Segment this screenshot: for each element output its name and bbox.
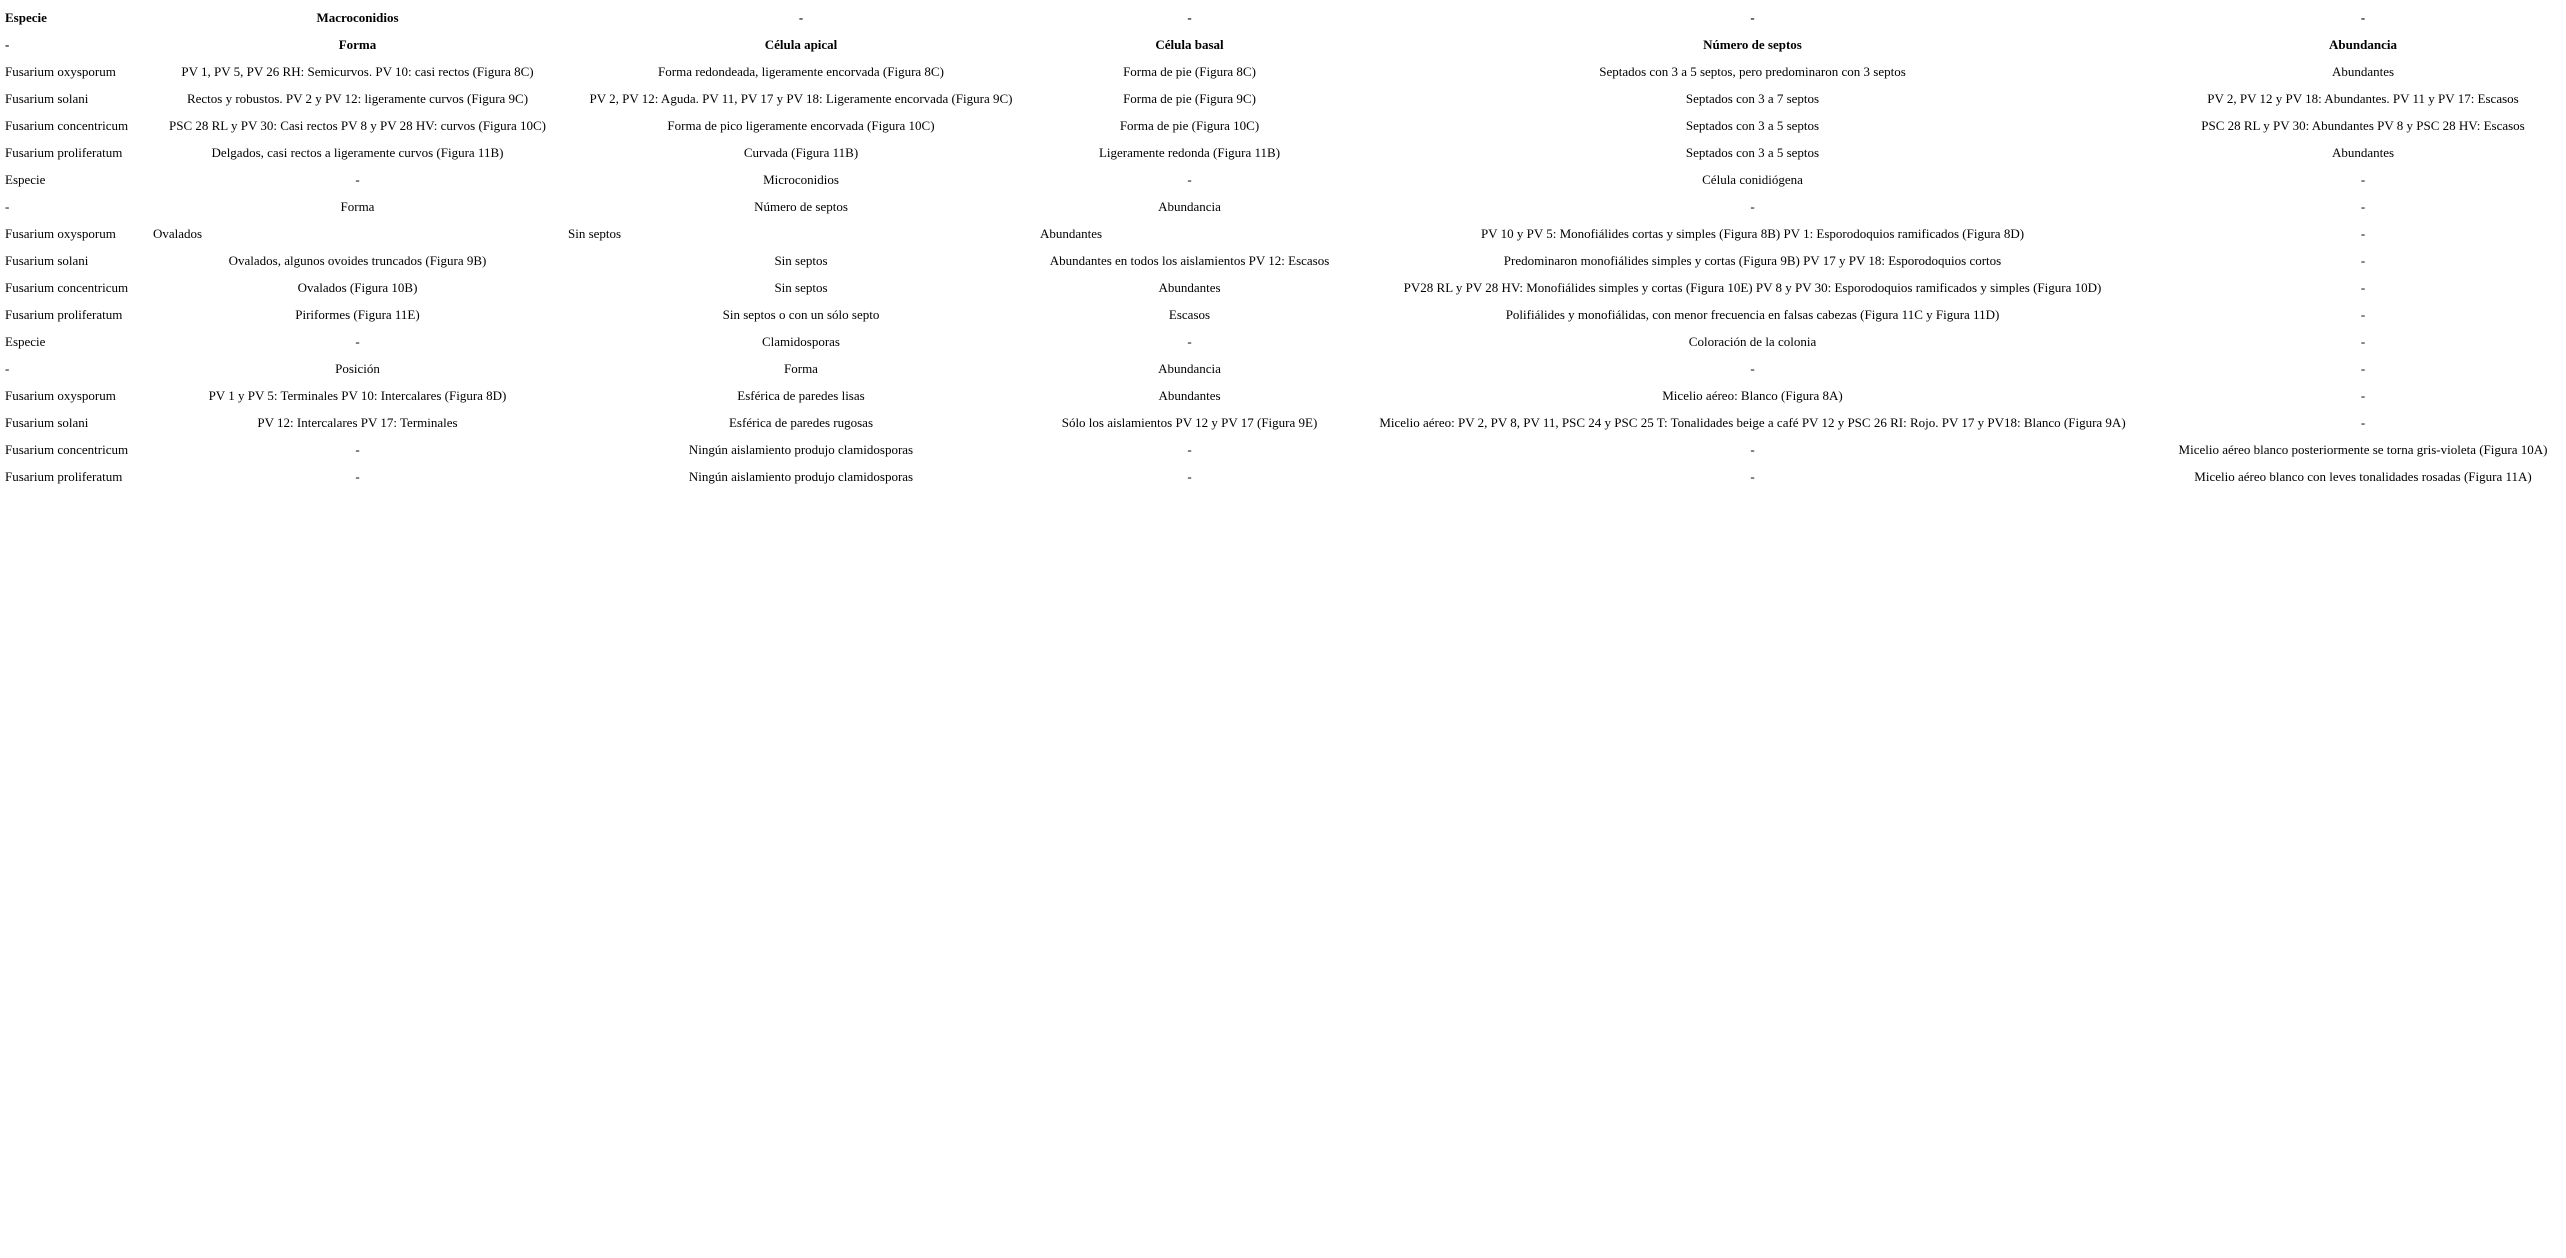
table-cell: - [2360, 198, 2366, 214]
species-cell: Fusarium proliferatum [5, 468, 123, 484]
table-row [2, 301, 2563, 328]
table-cell: Forma de pie (Figura 10C) [1119, 117, 1260, 133]
table-cell: PV 2, PV 12: Aguda. PV 11, PV 17 y PV 18: Ligeramente encorvada (Figura 9C) [589, 90, 1013, 106]
table-cell: - [355, 441, 360, 457]
table-cell: Abundantes [2331, 144, 2395, 160]
table-cell: Sin septos [774, 252, 828, 268]
table-cell: Abundancia [2329, 36, 2397, 52]
table-cell: - [2360, 279, 2366, 295]
table-cell: Micelio aéreo: PV 2, PV 8, PV 11, PSC 24 y PSC 25 T: Tonalidades beige a café PV 12 y PSC 26 RI: Rojo. PV 17 y PV18: Blanco (Figura 9A) [1379, 414, 2126, 430]
table-row [2, 85, 2563, 112]
species-cell: Fusarium concentricum [5, 279, 129, 295]
table-row [2, 355, 2563, 382]
table-cell: - [1187, 333, 1192, 349]
species-cell: Fusarium concentricum [5, 441, 129, 457]
table-cell: Sólo los aislamientos PV 12 y PV 17 (Figura 9E) [1061, 414, 1318, 430]
table-cell: Célula apical [764, 36, 838, 52]
table-row [2, 436, 2563, 463]
table-cell: Posición [335, 360, 380, 376]
table-cell: Abundantes [1158, 279, 1221, 295]
table-cell: Ligeramente redonda (Figura 11B) [1098, 144, 1281, 160]
table-cell: - [1750, 360, 1755, 376]
species-cell: Fusarium concentricum [5, 117, 129, 133]
table-cell: Septados con 3 a 7 septos [1685, 90, 1820, 106]
table-cell: Abundancia [1158, 360, 1221, 376]
species-cell: Especie [5, 9, 47, 25]
table-cell: - [798, 9, 804, 25]
table-cell: - [2360, 171, 2366, 187]
table-cell: Ovalados, algunos ovoides truncados (Figura 9B) [228, 252, 487, 268]
table-row [2, 31, 2563, 58]
table-cell: Forma redondeada, ligeramente encorvada (Figura 8C) [658, 63, 944, 79]
table-cell: - [1750, 9, 1755, 25]
table-cell: Forma de pie (Figura 8C) [1123, 63, 1256, 79]
table-cell: - [2360, 225, 2366, 241]
table-cell: Piriformes (Figura 11E) [295, 306, 420, 322]
table-row [2, 247, 2563, 274]
table-cell: - [1187, 468, 1192, 484]
table-cell: - [355, 171, 360, 187]
table-cell: Micelio aéreo blanco con leves tonalidades rosadas (Figura 11A) [2194, 468, 2532, 484]
table-cell: Microconidios [763, 171, 839, 187]
table-cell: Escasos [1168, 306, 1211, 322]
table-row [2, 463, 2563, 490]
table-cell: Septados con 3 a 5 septos, pero predominaron con 3 septos [1599, 63, 1906, 79]
table-cell: Célula basal [1155, 36, 1224, 52]
table-cell: Forma [784, 360, 818, 376]
species-cell: Fusarium oxysporum [5, 387, 116, 403]
table-cell: Delgados, casi rectos a ligeramente curvos (Figura 11B) [211, 144, 504, 160]
table-row [2, 4, 2563, 31]
table-cell: PV 1, PV 5, PV 26 RH: Semicurvos. PV 10: casi rectos (Figura 8C) [181, 63, 534, 79]
table-row [2, 220, 2563, 247]
table-row [2, 409, 2563, 436]
table-row [2, 166, 2563, 193]
table-row [2, 58, 2563, 85]
table-cell: Ovalados [153, 225, 203, 241]
table-cell: - [2360, 360, 2366, 376]
species-cell: - [5, 198, 10, 214]
table-cell: - [1187, 9, 1192, 25]
table-cell: PV28 RL y PV 28 HV: Monofiálides simples y cortas (Figura 10E) PV 8 y PV 30: Esporodoquios ramificados y simples (Figura 10D) [1403, 279, 2102, 295]
table-cell: Macroconidios [316, 9, 399, 25]
species-cell: Fusarium solani [5, 90, 89, 106]
species-cell: - [5, 36, 10, 52]
table-cell: - [2360, 252, 2366, 268]
table-cell: PV 10 y PV 5: Monofiálides cortas y simples (Figura 8B) PV 1: Esporodoquios ramificados (Figura 8D) [1480, 225, 2025, 241]
table-cell: Micelio aéreo: Blanco (Figura 8A) [1662, 387, 1843, 403]
table-cell: Predominaron monofiálides simples y cortas (Figura 9B) PV 17 y PV 18: Esporodoquios cortos [1503, 252, 2002, 268]
table-cell: - [2360, 9, 2366, 25]
table-cell: Ovalados (Figura 10B) [297, 279, 418, 295]
fusarium-characteristics-table [2, 4, 2563, 490]
table-cell: Forma de pico ligeramente encorvada (Figura 10C) [667, 117, 935, 133]
table-cell: Abundantes [2331, 63, 2395, 79]
table-cell: - [2360, 414, 2366, 430]
table-cell: Septados con 3 a 5 septos [1685, 144, 1820, 160]
table-cell: - [2360, 306, 2366, 322]
table-row [2, 274, 2563, 301]
table-cell: Ningún aislamiento produjo clamidosporas [688, 441, 914, 457]
table-cell: PSC 28 RL y PV 30: Casi rectos PV 8 y PV 28 HV: curvos (Figura 10C) [168, 117, 547, 133]
table-cell: PV 1 y PV 5: Terminales PV 10: Intercalares (Figura 8D) [208, 387, 507, 403]
table-cell: Forma [340, 198, 375, 214]
table-cell: - [1187, 171, 1192, 187]
table-cell: - [1750, 468, 1755, 484]
table-body [2, 4, 2563, 490]
table-cell: PV 12: Intercalares PV 17: Terminales [257, 414, 458, 430]
table-cell: Abundancia [1158, 198, 1221, 214]
table-cell: Sin septos [568, 225, 622, 241]
table-cell: - [1187, 441, 1192, 457]
table-cell: Esférica de paredes rugosas [728, 414, 873, 430]
table-cell: Abundantes en todos los aislamientos PV 12: Escasos [1049, 252, 1330, 268]
table-cell: - [1750, 198, 1755, 214]
table-cell: Sin septos o con un sólo septo [722, 306, 880, 322]
table-cell: Septados con 3 a 5 septos [1685, 117, 1820, 133]
table-cell: Abundantes [1158, 387, 1221, 403]
table-cell: Célula conidiógena [1702, 171, 1803, 187]
table-cell: Micelio aéreo blanco posteriormente se torna gris-violeta (Figura 10A) [2178, 441, 2548, 457]
table-cell: - [2360, 333, 2366, 349]
table-row [2, 112, 2563, 139]
table-cell: Abundantes [1040, 225, 1103, 241]
table-cell: Número de septos [1703, 36, 1802, 52]
table-cell: - [355, 333, 360, 349]
table-row [2, 328, 2563, 355]
table-cell: Forma de pie (Figura 9C) [1123, 90, 1256, 106]
table-cell: Ningún aislamiento produjo clamidosporas [688, 468, 914, 484]
table-cell: Curvada (Figura 11B) [743, 144, 859, 160]
table-cell: PSC 28 RL y PV 30: Abundantes PV 8 y PSC 28 HV: Escasos [2201, 117, 2525, 133]
table-row [2, 382, 2563, 409]
table-cell: Polifiálides y monofiálidas, con menor frecuencia en falsas cabezas (Figura 11C y Figura 11D) [1505, 306, 2000, 322]
table-cell: Rectos y robustos. PV 2 y PV 12: ligeramente curvos (Figura 9C) [186, 90, 529, 106]
species-cell: Especie [5, 171, 46, 187]
table-cell: Coloración de la colonia [1688, 333, 1817, 349]
species-cell: Fusarium proliferatum [5, 306, 123, 322]
table-cell: Esférica de paredes lisas [737, 387, 865, 403]
table-row [2, 193, 2563, 220]
table-cell: Número de septos [754, 198, 848, 214]
species-cell: Fusarium proliferatum [5, 144, 123, 160]
species-cell: - [5, 360, 10, 376]
species-cell: Fusarium oxysporum [5, 63, 116, 79]
table-cell: - [1750, 441, 1755, 457]
species-cell: Fusarium oxysporum [5, 225, 116, 241]
table-cell: Forma [338, 36, 377, 52]
table-row [2, 139, 2563, 166]
table-cell: PV 2, PV 12 y PV 18: Abundantes. PV 11 y PV 17: Escasos [2207, 90, 2519, 106]
species-cell: Especie [5, 333, 46, 349]
table-cell: - [2360, 387, 2366, 403]
table-cell: Sin septos [774, 279, 828, 295]
species-cell: Fusarium solani [5, 252, 89, 268]
species-cell: Fusarium solani [5, 414, 89, 430]
table-cell: Clamidosporas [762, 333, 840, 349]
table-cell: - [355, 468, 360, 484]
